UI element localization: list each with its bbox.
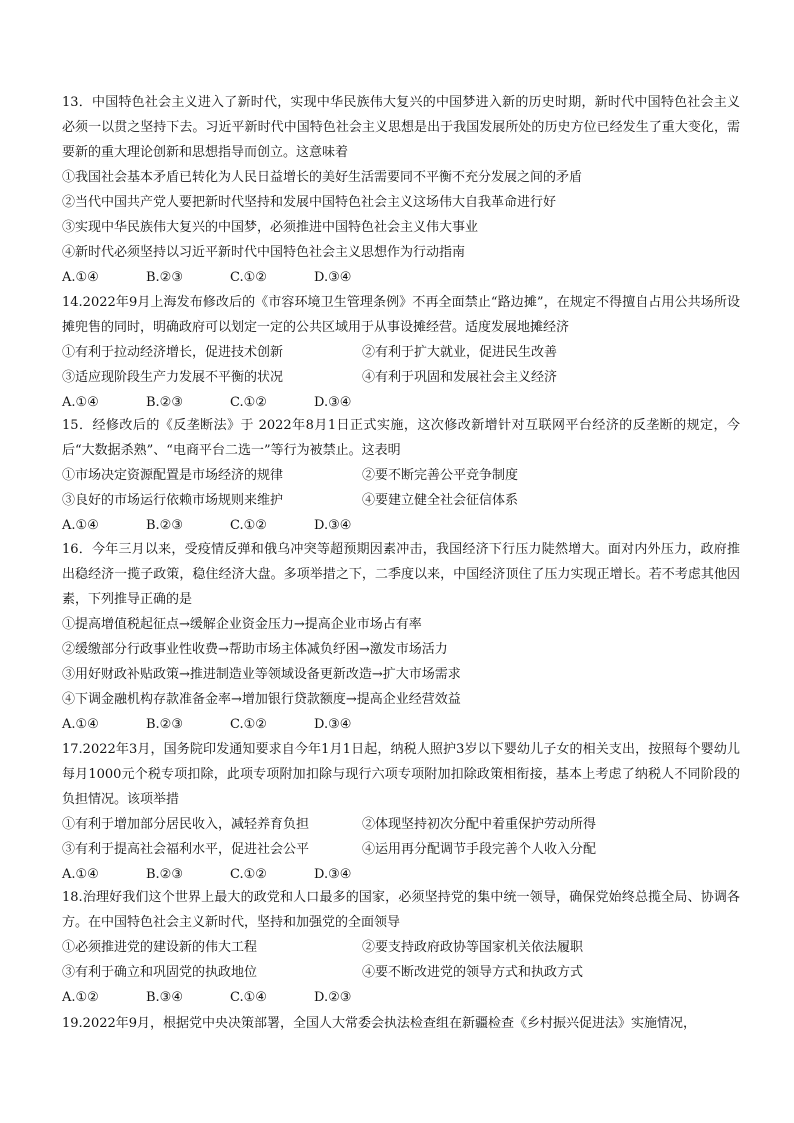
answer-a: A.①④ <box>62 867 99 882</box>
answer-d: D.③④ <box>314 867 352 882</box>
answer-c: C.①② <box>230 518 267 533</box>
option-3: ③实现中华民族伟大复兴的中国梦，必须推进中国特色社会主义伟大事业 <box>62 220 479 235</box>
answer-a: A.①④ <box>62 270 99 285</box>
option-row <box>62 340 740 365</box>
question-stem: 15．经修改后的《反垄断法》于 2022年8月1日正式实施，这次修改新增针对互联网平台经济的反垄断的规定，今后“大数据杀熟”、“电商平台二选一”等行为被禁止。这表明 <box>62 418 740 458</box>
answer-choices <box>62 712 740 737</box>
answer-b: B.③④ <box>146 990 183 1005</box>
answer-d: D.②③ <box>314 990 352 1005</box>
question-stem: 18.治理好我们这个世界上最大的政党和人口最多的国家，必须坚持党的集中统一领导，确保党始终总揽全局、协调各方。在中国特色社会主义新时代，坚持和加强党的全面领导 <box>62 890 740 930</box>
option-4: ④运用再分配调节手段完善个人收入分配 <box>362 842 597 857</box>
option-row <box>62 662 740 687</box>
option-3: ③适应现阶段生产力发展不平衡的状况 <box>62 370 284 385</box>
answer-choices <box>62 265 740 290</box>
option-2: ②体现坚持初次分配中着重保护劳动所得 <box>362 817 597 832</box>
option-row <box>62 365 740 390</box>
option-1: ①我国社会基本矛盾已转化为人民日益增长的美好生活需要同不平衡不充分发展之间的矛盾 <box>62 170 583 185</box>
answer-c: C.①② <box>230 270 267 285</box>
question-stem: 16．今年三月以来，受疫情反弹和俄乌冲突等超预期因素冲击，我国经济下行压力陡然增大。面对内外压力，政府推出稳经济一揽子政策，稳住经济大盘。多项举措之下，二季度以来，中国经济顶住了压力实现正增长。若不考虑其他因素，下列推导正确的是 <box>62 542 740 607</box>
question-stem: 17.2022年3月，国务院印发通知要求自今年1月1日起，纳税人照护3岁以下婴幼儿子女的相关支出，按照每个婴幼儿每月1000元个税专项扣除，此项专项附加扣除与现行六项专项附加扣除政策相衔接，基本上考虑了纳税人不同阶段的负担情况。该项举措 <box>62 742 740 807</box>
answer-a: A.①④ <box>62 395 99 410</box>
option-row <box>62 165 740 190</box>
option-4: ④下调金融机构存款准备金率→增加银行贷款额度→提高企业经营效益 <box>62 692 461 707</box>
question-16 <box>62 537 740 737</box>
option-1: ①有利于拉动经济增长，促进技术创新 <box>62 345 284 360</box>
answer-c: C.①② <box>230 867 267 882</box>
answer-a: A.①② <box>62 990 99 1005</box>
answer-a: A.①④ <box>62 717 99 732</box>
answer-choices <box>62 862 740 887</box>
option-3: ③良好的市场运行依赖市场规则来维护 <box>62 493 284 508</box>
question-stem: 19.2022年9月，根据党中央决策部署，全国人大常委会执法检查组在新疆检查《乡村振兴促进法》实施情况， <box>62 1016 697 1031</box>
answer-d: D.③④ <box>314 270 352 285</box>
option-row <box>62 463 740 488</box>
question-13 <box>62 90 740 290</box>
option-row <box>62 637 740 662</box>
option-3: ③有利于确立和巩固党的执政地位 <box>62 965 258 980</box>
option-1: ①必须推进党的建设新的伟大工程 <box>62 940 258 955</box>
question-15 <box>62 413 740 538</box>
question-stem: 13．中国特色社会主义进入了新时代，实现中华民族伟大复兴的中国梦进入新的历史时期，新时代中国特色社会主义必须一以贯之坚持下去。习近平新时代中国特色社会主义思想是出于我国发展所处的历史方位已经发生了重大变化，需要新的重大理论创新和思想指导而创立。这意味着 <box>62 95 740 160</box>
option-1: ①市场决定资源配置是市场经济的规律 <box>62 468 284 483</box>
answer-c: C.①② <box>230 717 267 732</box>
answer-d: D.③④ <box>314 518 352 533</box>
answer-choices <box>62 985 740 1010</box>
option-row <box>62 488 740 513</box>
option-3: ③有利于提高社会福利水平，促进社会公平 <box>62 842 310 857</box>
option-2: ②要支持政府政协等国家机关依法履职 <box>362 940 584 955</box>
option-row <box>62 240 740 265</box>
option-4: ④新时代必须坚持以习近平新时代中国特色社会主义思想作为行动指南 <box>62 245 466 260</box>
answer-d: D.③④ <box>314 717 352 732</box>
question-14 <box>62 290 740 415</box>
question-19 <box>62 1011 740 1036</box>
answer-choices <box>62 513 740 538</box>
option-1: ①有利于增加部分居民收入，减轻养育负担 <box>62 817 310 832</box>
option-2: ②有利于扩大就业，促进民生改善 <box>362 345 558 360</box>
option-2: ②缓缴部分行政事业性收费→帮助市场主体减负纾困→激发市场活力 <box>62 642 448 657</box>
answer-b: B.②③ <box>146 518 183 533</box>
option-row <box>62 687 740 712</box>
option-1: ①提高增值税起征点→缓解企业资金压力→提高企业市场占有率 <box>62 617 422 632</box>
option-row <box>62 837 740 862</box>
answer-a: A.①④ <box>62 518 99 533</box>
answer-b: B.②③ <box>146 395 183 410</box>
answer-b: B.②③ <box>146 867 183 882</box>
option-row <box>62 215 740 240</box>
option-row <box>62 812 740 837</box>
question-stem: 14.2022年9月上海发布修改后的《市容环境卫生管理条例》不再全面禁止“路边摊”，在规定不得擅自占用公共场所设摊兜售的同时，明确政府可以划定一定的公共区域用于从事设摊经营。适度发展地摊经济 <box>62 295 740 335</box>
option-row <box>62 935 740 960</box>
answer-b: B.②③ <box>146 270 183 285</box>
answer-b: B.②③ <box>146 717 183 732</box>
option-4: ④要建立健全社会征信体系 <box>362 493 519 508</box>
question-18 <box>62 885 740 1010</box>
option-row <box>62 190 740 215</box>
option-4: ④有利于巩固和发展社会主义经济 <box>362 370 558 385</box>
option-4: ④要不断改进党的领导方式和执政方式 <box>362 965 584 980</box>
answer-c: C.①④ <box>230 990 267 1005</box>
option-2: ②当代中国共产党人要把新时代坚持和发展中国特色社会主义这场伟大自我革命进行好 <box>62 195 557 210</box>
answer-d: D.③④ <box>314 395 352 410</box>
question-17 <box>62 737 740 887</box>
answer-choices <box>62 390 740 415</box>
answer-c: C.①② <box>230 395 267 410</box>
option-2: ②要不断完善公平竞争制度 <box>362 468 519 483</box>
option-row <box>62 960 740 985</box>
option-row <box>62 612 740 637</box>
option-3: ③用好财政补贴政策→推进制造业等领域设备更新改造→扩大市场需求 <box>62 667 461 682</box>
